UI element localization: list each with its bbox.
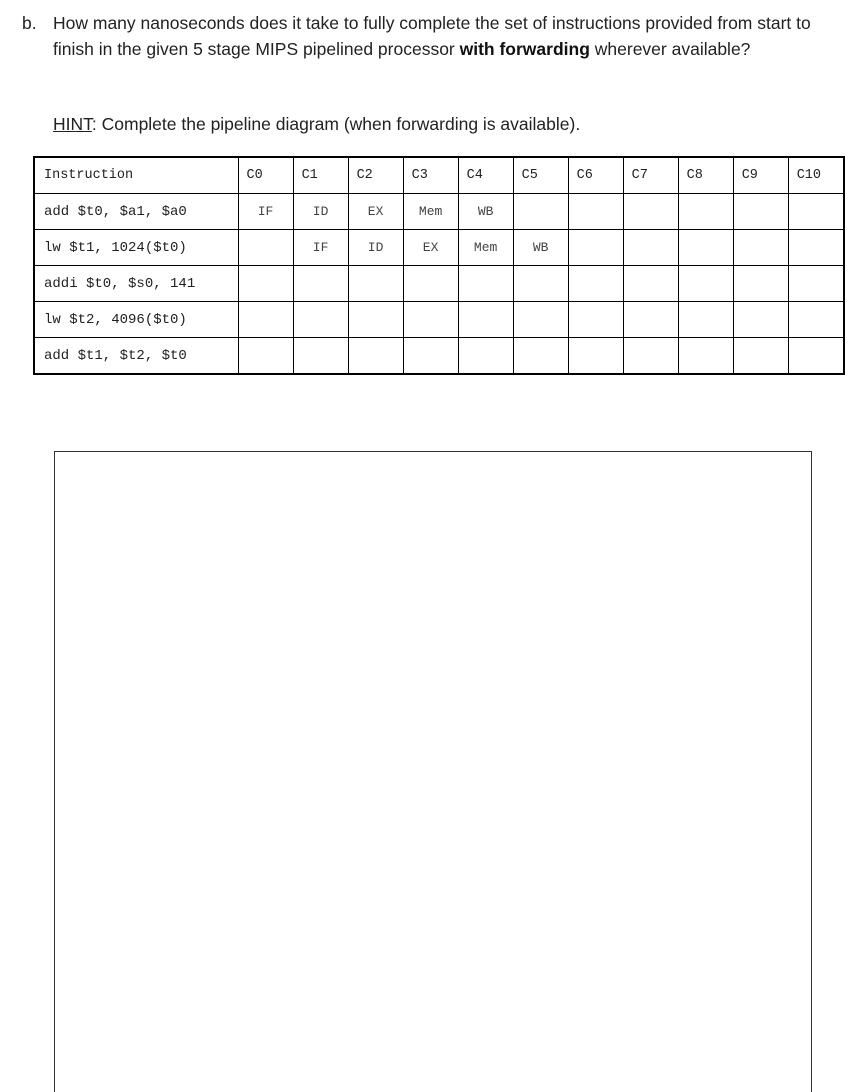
table-row [34, 266, 844, 302]
stage-cell[interactable]: IF [238, 194, 293, 230]
stage-cell[interactable] [733, 194, 788, 230]
stage-cell[interactable] [403, 302, 458, 338]
cycle-header-c2: C2 [348, 157, 403, 194]
stage-cell[interactable]: WB [513, 230, 568, 266]
stage-cell[interactable] [458, 266, 513, 302]
table-row [34, 338, 844, 375]
stage-cell[interactable]: WB [458, 194, 513, 230]
stage-cell[interactable]: EX [403, 230, 458, 266]
stage-cell[interactable] [788, 230, 844, 266]
stage-cell[interactable]: Mem [458, 230, 513, 266]
table-row [34, 302, 844, 338]
stage-cell[interactable] [513, 302, 568, 338]
cycle-header-c7: C7 [623, 157, 678, 194]
question-text-part1: How many nanoseconds does it take to fully complete the set of instructions provided from start to finish in the given 5 stage MIPS pipelined processor [53, 13, 811, 59]
instruction-cell: add $t1, $t2, $t0 [34, 338, 238, 375]
stage-cell[interactable] [238, 302, 293, 338]
table-header-row [34, 157, 844, 194]
cycle-header-c0: C0 [238, 157, 293, 194]
cycle-header-c1: C1 [293, 157, 348, 194]
table-row [34, 194, 844, 230]
hint-label: HINT [53, 114, 92, 134]
stage-cell[interactable] [733, 230, 788, 266]
stage-cell[interactable] [678, 338, 733, 375]
stage-cell[interactable] [238, 338, 293, 375]
stage-cell[interactable]: Mem [403, 194, 458, 230]
stage-cell[interactable] [293, 266, 348, 302]
stage-cell[interactable]: ID [348, 230, 403, 266]
stage-cell[interactable] [678, 266, 733, 302]
stage-cell[interactable]: EX [348, 194, 403, 230]
stage-cell[interactable] [348, 266, 403, 302]
stage-cell[interactable] [678, 194, 733, 230]
cycle-header-c10: C10 [788, 157, 844, 194]
cycle-header-c9: C9 [733, 157, 788, 194]
stage-cell[interactable] [568, 338, 623, 375]
question-label: b. [22, 13, 37, 33]
stage-cell[interactable] [513, 266, 568, 302]
cycle-header-c8: C8 [678, 157, 733, 194]
question-emphasis: with forwarding [459, 39, 590, 59]
stage-cell[interactable] [678, 302, 733, 338]
instruction-cell: addi $t0, $s0, 141 [34, 266, 238, 302]
stage-cell[interactable] [678, 230, 733, 266]
hint [53, 111, 580, 137]
stage-cell[interactable] [788, 338, 844, 375]
instruction-cell: lw $t2, 4096($t0) [34, 302, 238, 338]
stage-cell[interactable] [513, 194, 568, 230]
stage-cell[interactable] [568, 302, 623, 338]
answer-box[interactable] [54, 451, 812, 1092]
stage-cell[interactable] [733, 302, 788, 338]
question-text [53, 10, 813, 62]
stage-cell[interactable] [623, 194, 678, 230]
stage-cell[interactable]: IF [293, 230, 348, 266]
stage-cell[interactable] [623, 302, 678, 338]
pipeline-diagram-table [33, 156, 845, 375]
stage-cell[interactable] [403, 338, 458, 375]
instruction-cell: lw $t1, 1024($t0) [34, 230, 238, 266]
stage-cell[interactable] [733, 266, 788, 302]
stage-cell[interactable] [623, 266, 678, 302]
stage-cell[interactable]: ID [293, 194, 348, 230]
stage-cell[interactable] [788, 266, 844, 302]
stage-cell[interactable] [788, 302, 844, 338]
stage-cell[interactable] [568, 230, 623, 266]
table-row [34, 230, 844, 266]
stage-cell[interactable] [458, 338, 513, 375]
cycle-header-c6: C6 [568, 157, 623, 194]
question-text-part2: wherever available? [589, 39, 751, 59]
instruction-column-header: Instruction [34, 157, 238, 194]
stage-cell[interactable] [788, 194, 844, 230]
instruction-cell: add $t0, $a1, $a0 [34, 194, 238, 230]
stage-cell[interactable] [568, 194, 623, 230]
stage-cell[interactable] [293, 302, 348, 338]
hint-text: : Complete the pipeline diagram (when forwarding is available). [91, 114, 581, 134]
stage-cell[interactable] [238, 266, 293, 302]
stage-cell[interactable] [293, 338, 348, 375]
stage-cell[interactable] [623, 338, 678, 375]
cycle-header-c3: C3 [403, 157, 458, 194]
stage-cell[interactable] [733, 338, 788, 375]
table-body [34, 194, 844, 375]
stage-cell[interactable] [348, 302, 403, 338]
cycle-header-c5: C5 [513, 157, 568, 194]
cycle-header-c4: C4 [458, 157, 513, 194]
stage-cell[interactable] [238, 230, 293, 266]
stage-cell[interactable] [458, 302, 513, 338]
stage-cell[interactable] [348, 338, 403, 375]
stage-cell[interactable] [513, 338, 568, 375]
stage-cell[interactable] [623, 230, 678, 266]
stage-cell[interactable] [403, 266, 458, 302]
stage-cell[interactable] [568, 266, 623, 302]
